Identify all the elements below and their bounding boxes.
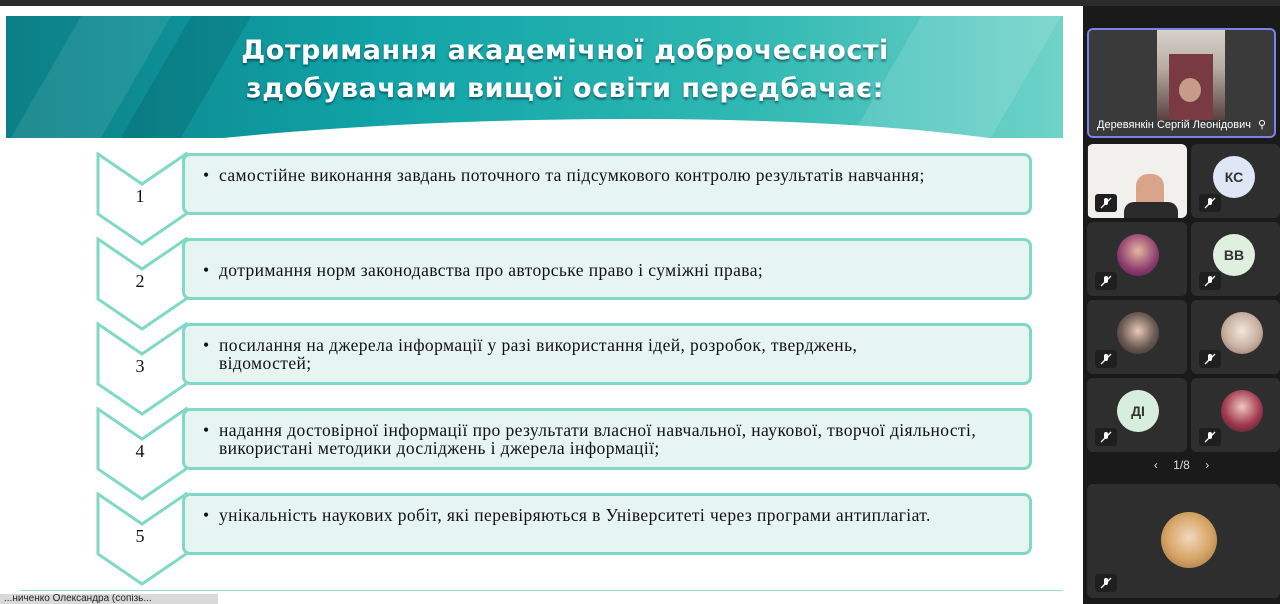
step-box <box>182 493 1032 555</box>
avatar <box>1161 512 1217 568</box>
pager-label: 1/8 <box>1173 458 1190 472</box>
participant-tile[interactable] <box>1191 144 1280 218</box>
speaker-name: Деревянкін Сергій Леонідович <box>1097 119 1252 131</box>
step-5 <box>96 492 1036 588</box>
step-text: • посилання на джерела інформації у разі використання ідей, розробок, тверджень, відомостей; <box>203 336 919 372</box>
participant-tile[interactable] <box>1191 378 1280 452</box>
presenter-name-bar: ...ниченко Олександра (сопізь... <box>0 594 218 604</box>
step-number: 1 <box>135 186 145 206</box>
speaker-tile[interactable] <box>1087 28 1276 138</box>
slide-title-line2: здобувачами вищої освіти передбачає: <box>246 73 884 104</box>
participant-tile[interactable] <box>1191 300 1280 374</box>
step-text: • дотримання норм законодавства про авторське право і суміжні права; <box>203 261 1015 279</box>
mic-muted-icon <box>1095 428 1117 446</box>
step-number: 5 <box>135 526 145 546</box>
mic-muted-icon <box>1095 350 1117 368</box>
participant-tile[interactable] <box>1191 222 1280 296</box>
mic-muted-icon <box>1199 272 1221 290</box>
mic-muted-icon <box>1095 272 1117 290</box>
step-number: 2 <box>135 271 145 291</box>
step-3 <box>96 322 1036 418</box>
mic-muted-icon <box>1095 194 1117 212</box>
avatar <box>1117 234 1159 276</box>
avatar: ДІ <box>1117 390 1159 432</box>
pin-icon[interactable]: ⚲ <box>1257 119 1266 131</box>
slide-title <box>0 32 1083 108</box>
step-box <box>182 323 1032 385</box>
step-number: 3 <box>135 356 145 376</box>
participants-panel <box>1083 6 1280 604</box>
pager-next-button[interactable]: › <box>1205 458 1210 472</box>
participant-tile[interactable] <box>1087 222 1187 296</box>
self-view-tile[interactable] <box>1087 484 1280 598</box>
step-number: 4 <box>135 441 145 461</box>
avatar <box>1221 390 1263 432</box>
step-box <box>182 408 1032 470</box>
step-box <box>182 238 1032 300</box>
pager-prev-button[interactable]: ‹ <box>1153 458 1158 472</box>
step-text: • надання достовірної інформації про результати власної навчальної, наукової, творчої діяльності, використані методики досліджень і джерела інформації; <box>203 421 1015 457</box>
participants-pager <box>1083 458 1280 472</box>
shared-slide <box>0 6 1083 604</box>
step-text: • унікальність наукових робіт, які перевіряються в Університеті через програми антиплагіат. <box>203 506 1015 524</box>
mic-muted-icon <box>1199 194 1221 212</box>
slide-title-line1: Дотримання академічної доброчесності <box>241 35 889 66</box>
participant-tile[interactable] <box>1087 300 1187 374</box>
mic-muted-icon <box>1095 574 1117 592</box>
avatar: КС <box>1213 156 1255 198</box>
avatar <box>1117 312 1159 354</box>
avatar <box>1221 312 1263 354</box>
slide-footer-line <box>20 590 1063 591</box>
step-text: • самостійне виконання завдань поточного та підсумкового контролю результатів навчання; <box>203 166 1015 184</box>
step-box <box>182 153 1032 215</box>
step-4 <box>96 407 1036 503</box>
mic-muted-icon <box>1199 350 1221 368</box>
mic-muted-icon <box>1199 428 1221 446</box>
avatar: ВВ <box>1213 234 1255 276</box>
step-1 <box>96 152 1036 248</box>
participant-tile[interactable] <box>1087 144 1187 218</box>
participant-tile[interactable] <box>1087 378 1187 452</box>
speaker-video <box>1157 30 1225 120</box>
step-2 <box>96 237 1036 333</box>
